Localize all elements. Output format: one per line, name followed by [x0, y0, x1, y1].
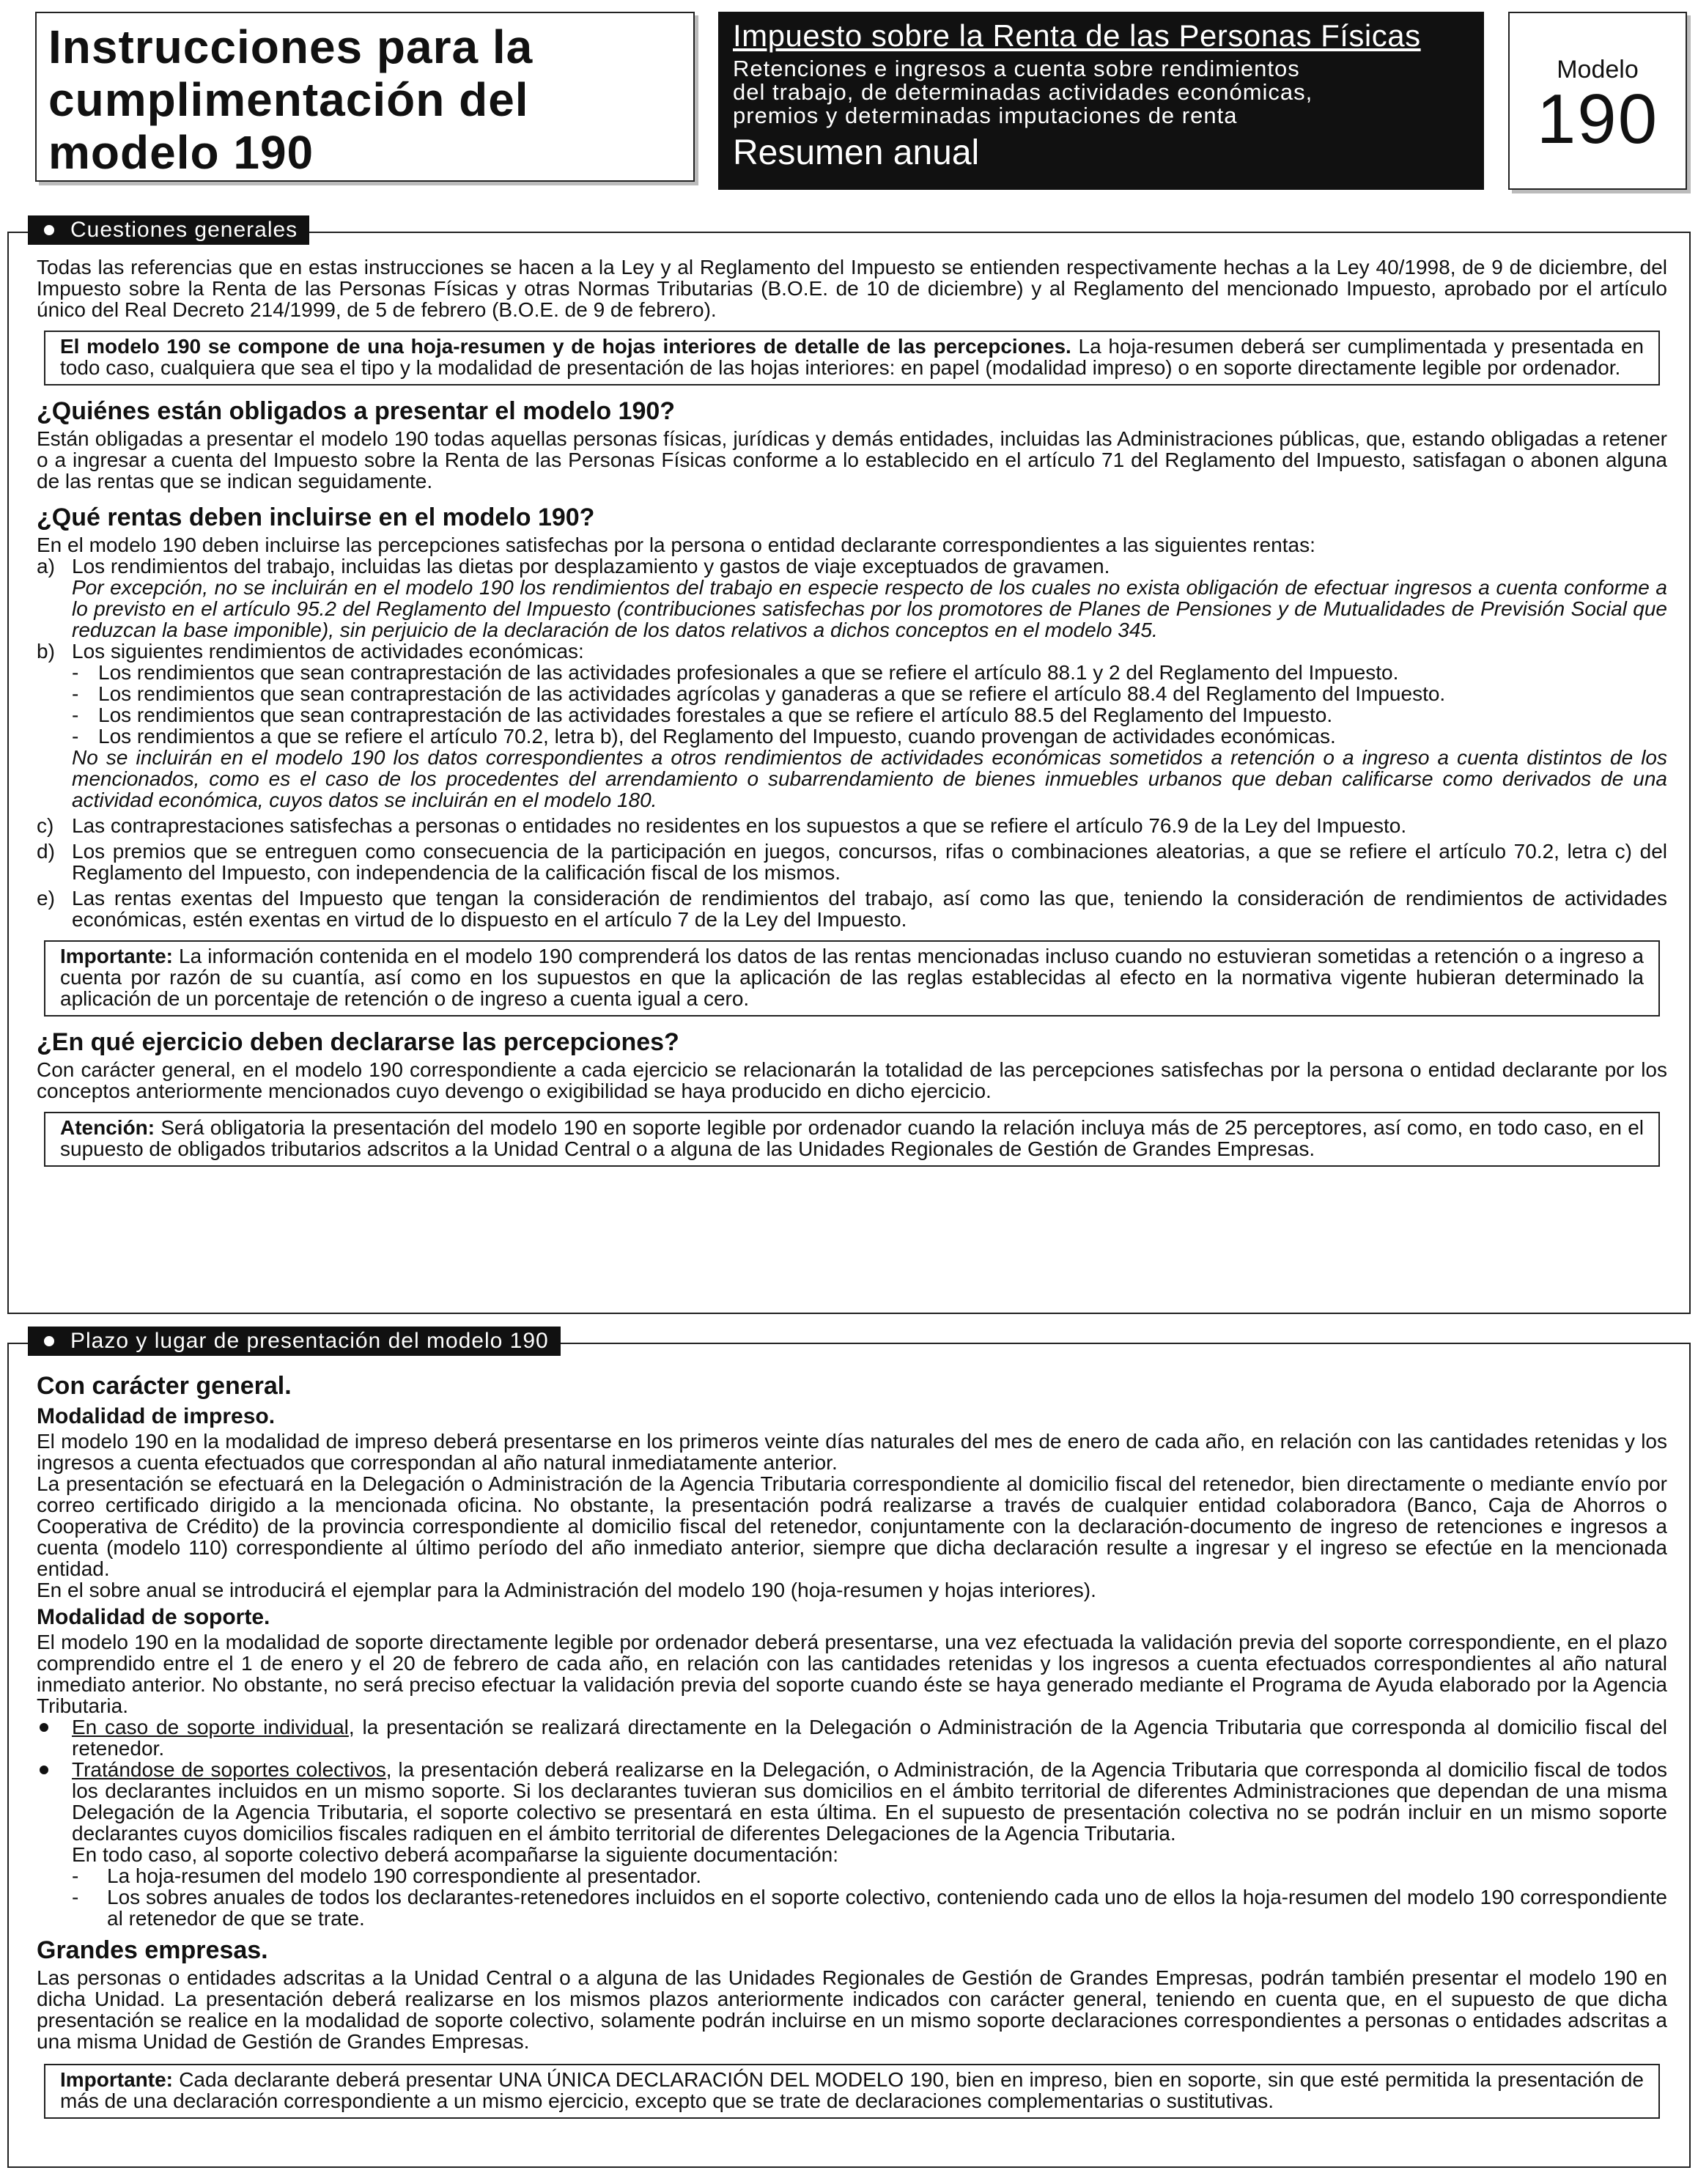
dash-marker: - — [72, 1886, 79, 1908]
intro-paragraph: Todas las referencias que en estas instrucciones se hacen a la Ley y al Reglamento del Impuesto se entienden respectivamente hechas a la Ley 40/1998, de 9 de diciembre, del Impuesto sobre la Renta de las Personas Físicas y otras Normas Tributarias (B.O.E. de 10 de diciembre) y al Reglamento del mencionado Impuesto, aprobado por el artículo único del Real Decreto 214/1999, de 5 de febrero (B.O.E. de 9 de febrero). — [37, 256, 1667, 321]
list-item-b-note — [37, 747, 1667, 811]
bullet-more: En todo caso, al soporte colectivo deberá acompañarse la siguiente documentación: — [72, 1843, 838, 1866]
notice-box-composition — [44, 331, 1660, 385]
print-mode-paragraph-3: En el sobre anual se introducirá el ejemplar para la Administración del modelo 190 (hoja-resumen y hojas interiores). — [37, 1579, 1096, 1601]
sub-item-text: La hoja-resumen del modelo 190 correspondiente al presentador. — [107, 1864, 701, 1887]
sub-item — [37, 1886, 1667, 1929]
item-text: Los siguientes rendimientos de actividades económicas: — [72, 640, 584, 663]
list-item-e — [37, 888, 1667, 930]
list-item-b — [37, 641, 1667, 662]
notice-bold: Importante: — [60, 2068, 173, 2091]
sub-item-text: Los rendimientos a que se refiere el artículo 70.2, letra b), del Reglamento del Impuesto, cuando provengan de actividades económicas. — [98, 725, 1336, 748]
sub-item-text: Los rendimientos que sean contraprestación de las actividades profesionales a que se refiere el artículo 88.1 y 2 del Reglamento del Impuesto. — [98, 661, 1399, 684]
item-text: Las rentas exentas del Impuesto que tengan la consideración de rendimientos del trabajo, así como las que, teniendo la consideración de rendimientos de actividades económicas, estén exentas en virtud de lo dispuesto en el artículo 7 de la Ley del Impuesto. — [72, 887, 1667, 931]
heading-who-must-file: ¿Quiénes están obligados a presentar el modelo 190? — [37, 397, 676, 425]
section-deadline-place — [7, 1329, 1691, 2168]
item-note: No se incluirán en el modelo 190 los datos correspondientes a otros rendimientos de actividades económicas sometidos a retención o a ingreso a cuenta distintos de los mencionados, como es el caso de los procedentes del arrendamiento o subarrendamiento de bienes inmuebles urbanos que deban calificarse como derivados de una actividad económica, cuyos datos se incluirán en el modelo 180. — [72, 746, 1667, 811]
summary-label: Resumen anual — [733, 133, 980, 172]
dash-marker: - — [72, 661, 79, 684]
model-label: Modelo — [1557, 56, 1639, 84]
notice-bold: El modelo 190 se compone de una hoja-resumen y de hojas interiores de detalle de las percepciones. — [60, 335, 1071, 358]
heading-general: Con carácter general. — [37, 1372, 292, 1400]
document-title-line-1: Instrucciones para la — [48, 21, 534, 73]
bullet-collective-media — [37, 1759, 1667, 1865]
large-companies-paragraph: Las personas o entidades adscritas a la Unidad Central o a alguna de las Unidades Regionales de Gestión de Grandes Empresas, podrán también presentar el modelo 190 en dicha Unidad. La presentación deberá realizarse en los mismos plazos anteriormente indicados con carácter general, teniendo en cuenta que, en el supuesto de que dicha presentación se realice en la modalidad de soporte colectivo, solamente podrán incluirse en un mismo soporte declaraciones correspondientes a personas o entidades adscritas a una misma Unidad de Gestión de Grandes Empresas. — [37, 1966, 1667, 2053]
notice-body: Será obligatoria la presentación del modelo 190 en soporte legible por ordenador cuando la relación incluya más de 25 perceptores, así como, en todo caso, en el supuesto de obligados tributarios adscritos a la Unidad Central o a alguna de las Unidades Regionales de Gestión de Grandes Empresas. — [60, 1116, 1644, 1160]
notice-text — [60, 1117, 1644, 1159]
sub-item — [37, 726, 1667, 747]
notice-bold: Importante: — [60, 945, 173, 967]
section-body — [37, 257, 1667, 1174]
bullet-icon — [44, 225, 54, 235]
notice-box-important — [44, 940, 1660, 1017]
notice-body: La información contenida en el modelo 190 comprenderá los datos de las rentas mencionadas incluso cuando no estuvieran sometidas a retención o a ingreso a cuenta por razón de su cuantía, así como en los supuestos en que la aplicación de las reglas establecidas al efecto en la normativa vigente hubieran determinado la aplicación de un porcentaje de retención o de ingreso a cuenta igual a cero. — [60, 945, 1644, 1010]
heading-print-mode: Modalidad de impreso. — [37, 1404, 276, 1428]
print-mode-paragraph-2: La presentación se efectuará en la Delegación o Administración de la Agencia Tributaria correspondiente al domicilio fiscal del retenedor, bien directamente o mediante envío por correo certificado dirigido a la mencionada oficina. No obstante, la presentación podrá realizarse a través de cualquier entidad colaboradora (Banco, Caja de Ahorros o Cooperativa de Crédito) de la provincia correspondiente al domicilio fiscal del retenedor, conjuntamente con la declaración-documento de ingreso de retenciones e ingresos a cuenta (modelo 110) correspondiente al último período del año inmediato anterior, siempre que dicha declaración resulte a ingresar y el ingreso se efectúe en la mencionada entidad. — [37, 1472, 1667, 1580]
bullet-icon — [40, 1723, 48, 1732]
item-label: c) — [37, 814, 54, 837]
notice-box-attention — [44, 1112, 1660, 1167]
document-title-line-2: cumplimentación del — [48, 73, 529, 126]
sub-item — [37, 662, 1667, 683]
notice-bold: Atención: — [60, 1116, 155, 1139]
sub-item — [37, 683, 1667, 704]
bullet-body: , la presentación deberá realizarse en la Delegación, o Administración, de la Agencia Tributaria que corresponda al domicilio fiscal de todos los declarantes incluidos en un mismo soporte. Si los declarantes tuvieran sus domicilios en el ámbito territorial de diferentes Administraciones que dependan de una misma Delegación de la Agencia Tributaria, el soporte colectivo se presentará en esta última. En el supuesto de presentación colectiva no se podrán incluir en un mismo soporte declarantes cuyos domicilios fiscales radiquen en el ámbito territorial de diferentes Delegaciones de la Agencia Tributaria. — [72, 1758, 1667, 1845]
print-mode-paragraph-1: El modelo 190 en la modalidad de impreso deberá presentarse en los primeros veinte días naturales del mes de enero de cada año, en relación con las cantidades retenidas y los ingresos a cuenta efectuados que correspondan al año natural inmediatamente anterior. — [37, 1430, 1667, 1474]
sub-item — [37, 1865, 1667, 1886]
heading-which-year: ¿En qué ejercicio deben declararse las percepciones? — [37, 1028, 679, 1056]
sub-item-text: Los rendimientos que sean contraprestación de las actividades forestales a que se refiere el artículo 88.5 del Reglamento del Impuesto. — [98, 704, 1333, 726]
notice-box-single-declaration — [44, 2064, 1660, 2119]
which-income-intro: En el modelo 190 deben incluirse las percepciones satisfechas por la persona o entidad declarante correspondientes a las siguientes rentas: — [37, 534, 1315, 556]
section-tab-general — [28, 215, 309, 245]
item-text: Las contraprestaciones satisfechas a personas o entidades no residentes en los supuestos a que se refiere el artículo 76.9 de la Ley del Impuesto. — [72, 814, 1407, 837]
list-item-c — [37, 815, 1667, 836]
heading-which-income: ¿Qué rentas deben incluirse en el modelo 190? — [37, 503, 595, 531]
notice-body: Cada declarante deberá presentar UNA ÚNICA DECLARACIÓN DEL MODELO 190, bien en impreso, bien en soporte, sin que esté permitida la presentación de más de una declaración correspondiente a un mismo ejercicio, excepto que se trate de declaraciones complementarias o sustitutivas. — [60, 2068, 1644, 2112]
heading-large-companies: Grandes empresas. — [37, 1936, 268, 1964]
item-label: a) — [37, 555, 55, 578]
bullet-icon — [40, 1766, 48, 1774]
which-year-text: Con carácter general, en el modelo 190 correspondiente a cada ejercicio se relacionarán la totalidad de las percepciones satisfechas por la persona o entidad declarante por los conceptos anteriormente mencionados cuyo devengo o exigibilidad se haya producido en dicho ejercicio. — [37, 1058, 1667, 1102]
document-title-line-3: modelo 190 — [48, 126, 314, 179]
bullet-text — [72, 1716, 1667, 1759]
bullet-underlined: En caso de soporte individual — [72, 1716, 349, 1738]
item-label: b) — [37, 640, 55, 663]
tax-desc-line-1: Retenciones e ingresos a cuenta sobre rendimientos — [733, 56, 1300, 81]
tax-description-banner — [718, 12, 1484, 190]
dash-marker: - — [72, 1864, 79, 1887]
section-title: Cuestiones generales — [70, 218, 298, 242]
list-item-d — [37, 841, 1667, 883]
sub-item-text: Los sobres anuales de todos los declarantes-retenedores incluidos en el soporte colectivo, conteniendo cada uno de ellos la hoja-resumen del modelo 190 correspondiente al retenedor de que se trate. — [107, 1886, 1667, 1930]
bullet-text — [72, 1759, 1667, 1844]
sub-item-text: Los rendimientos que sean contraprestación de las actividades agrícolas y ganaderas a que se refiere el artículo 88.4 del Reglamento del Impuesto. — [98, 682, 1446, 705]
item-note: Por excepción, no se incluirán en el modelo 190 los rendimientos del trabajo en especie respecto de los cuales no exista obligación de efectuar ingresos a cuenta conforme a lo previsto en el artículo 95.2 del Reglamento del Impuesto (contribuciones satisfechas por los promotores de Planes de Pensiones y de Mutualidades de Previsión Social que reduzcan la base imponible), sin perjuicio de la declaración de los datos relativos a dichos conceptos en el modelo 345. — [72, 576, 1667, 641]
tax-desc-line-2: del trabajo, de determinadas actividades económicas, — [733, 79, 1313, 105]
tax-name: Impuesto sobre la Renta de las Personas Físicas — [733, 18, 1421, 53]
dash-marker: - — [72, 725, 79, 748]
notice-body: La hoja-resumen deberá ser cumplimentada y presentada en todo caso, cualquiera que sea el tipo y la modalidad de presentación de las hojas interiores: en papel (modalidad impreso) o en soporte directamente legible por ordenador. — [60, 335, 1644, 379]
item-label: e) — [37, 887, 55, 910]
model-number-box — [1508, 12, 1687, 190]
section-body — [37, 1372, 1667, 2126]
heading-media-mode: Modalidad de soporte. — [37, 1605, 270, 1629]
bullet-underlined: Tratándose de soportes colectivos — [72, 1758, 386, 1781]
section-title: Plazo y lugar de presentación del modelo 190 — [70, 1329, 549, 1353]
notice-text — [60, 2069, 1644, 2111]
dash-marker: - — [72, 704, 79, 726]
media-mode-paragraph: El modelo 190 en la modalidad de soporte directamente legible por ordenador deberá presentarse, una vez efectuada la validación previa del soporte correspondiente, en el plazo comprendido entre el 1 de enero y el 20 de febrero de cada año, en relación con las cantidades retenidas y los ingresos a cuenta efectuados correspondientes al año natural inmediato anterior. No obstante, no será preciso efectuar la validación previa del soporte cuando éste se haya generado mediante el Programa de Ayuda elaborado por la Agencia Tributaria. — [37, 1631, 1667, 1717]
item-label: d) — [37, 840, 55, 863]
who-must-file-text: Están obligadas a presentar el modelo 190 todas aquellas personas físicas, jurídicas y demás entidades, incluidas las Administraciones públicas, que, estando obligadas a retener o a ingresar a cuenta del Impuesto sobre la Renta de las Personas Físicas conforme a lo establecido en el artículo 71 del Reglamento del Impuesto, satisfagan o abonen alguna de las rentas que se indican seguidamente. — [37, 427, 1667, 492]
notice-text — [60, 945, 1644, 1009]
dash-marker: - — [72, 682, 79, 705]
notice-text — [60, 336, 1644, 378]
bullet-icon — [44, 1336, 54, 1346]
section-general-questions — [7, 218, 1691, 1314]
bullet-body: , la presentación se realizará directamente en la Delegación o Administración de la Agencia Tributaria que corresponda al domicilio fiscal del retenedor. — [72, 1716, 1667, 1760]
bullet-individual-media — [37, 1716, 1667, 1759]
model-number: 190 — [1536, 80, 1659, 158]
sub-item — [37, 704, 1667, 726]
item-text: Los premios que se entreguen como consecuencia de la participación en juegos, concursos, rifas o combinaciones aleatorias, a que se refiere el artículo 70.2, letra c) del Reglamento del Impuesto, con independencia de la calificación fiscal de los mismos. — [72, 840, 1667, 884]
document-title-box — [35, 12, 695, 182]
list-item-a — [37, 556, 1667, 641]
tax-desc-line-3: premios y determinadas imputaciones de renta — [733, 103, 1238, 128]
item-text: Los rendimientos del trabajo, incluidas las dietas por desplazamiento y gastos de viaje exceptuados de gravamen. — [72, 555, 1110, 578]
section-tab-deadline — [28, 1327, 561, 1356]
